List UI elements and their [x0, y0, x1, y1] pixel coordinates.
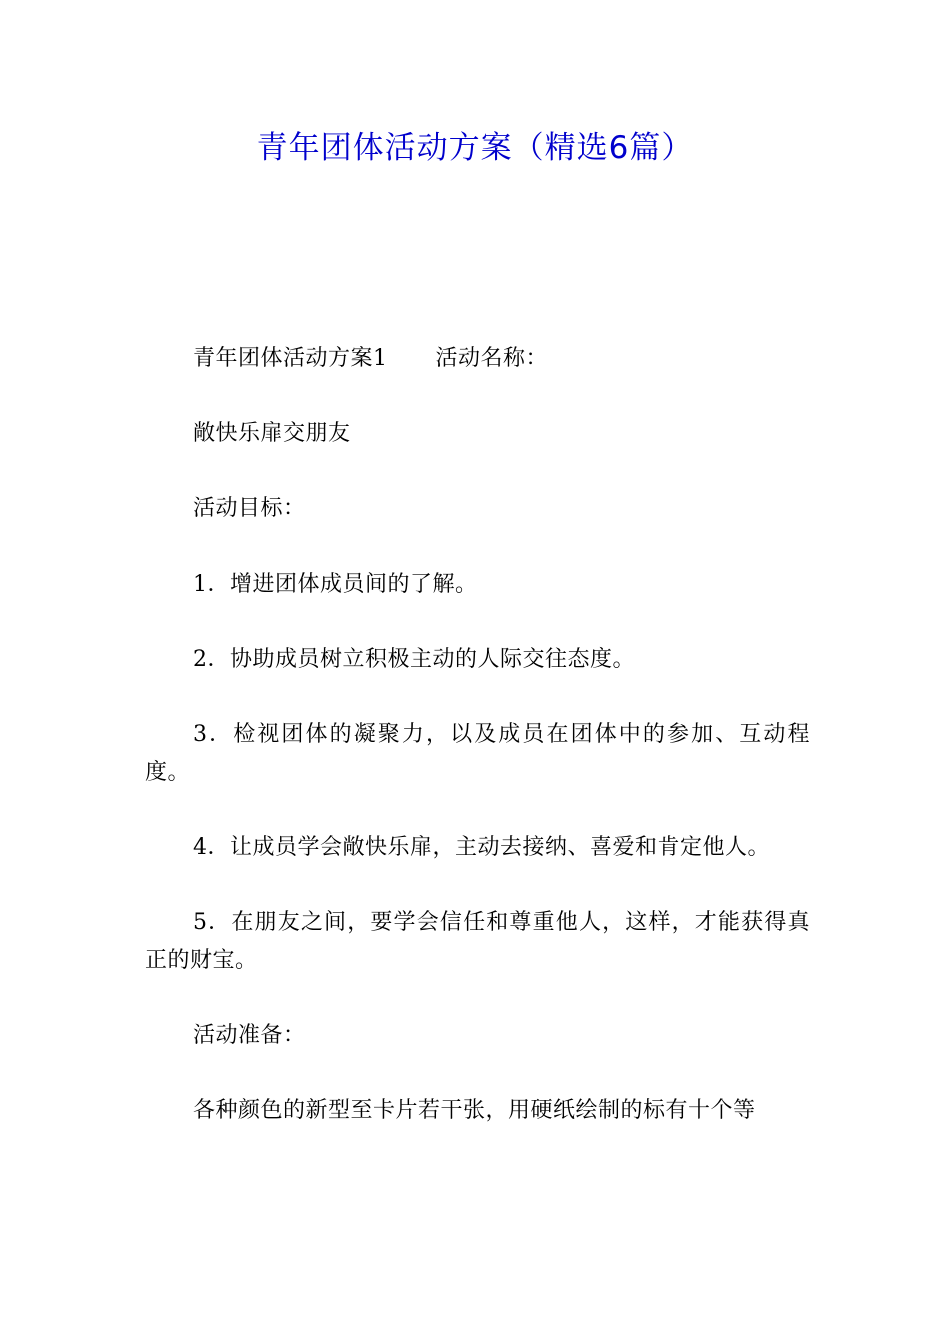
section-subtitle: 活动名称：	[435, 346, 549, 371]
paragraph: 5．在朋友之间，要学会信任和尊重他人，这样，才能获得真正的财宝。	[145, 909, 810, 973]
paragraph: 3．检视团体的凝聚力，以及成员在团体中的参加、互动程度。	[145, 721, 810, 785]
document-title: 青年团体活动方案（精选6篇）	[256, 130, 694, 166]
document-body	[145, 340, 810, 1167]
paragraph: 各种颜色的新型至卡片若干张，用硬纸绘制的标有十个等	[193, 1097, 756, 1123]
paragraph: 活动目标：	[193, 496, 306, 522]
section-heading	[145, 340, 810, 378]
paragraph: 活动准备：	[193, 1022, 306, 1048]
section-title: 青年团体活动方案1	[193, 346, 388, 371]
paragraph: 1．增进团体成员间的了解。	[193, 571, 478, 597]
paragraph: 2．协助成员树立积极主动的人际交往态度。	[193, 646, 635, 672]
paragraph: 敞快乐扉交朋友	[193, 421, 351, 447]
paragraph: 4．让成员学会敞快乐扉，主动去接纳、喜爱和肯定他人。	[193, 834, 770, 860]
